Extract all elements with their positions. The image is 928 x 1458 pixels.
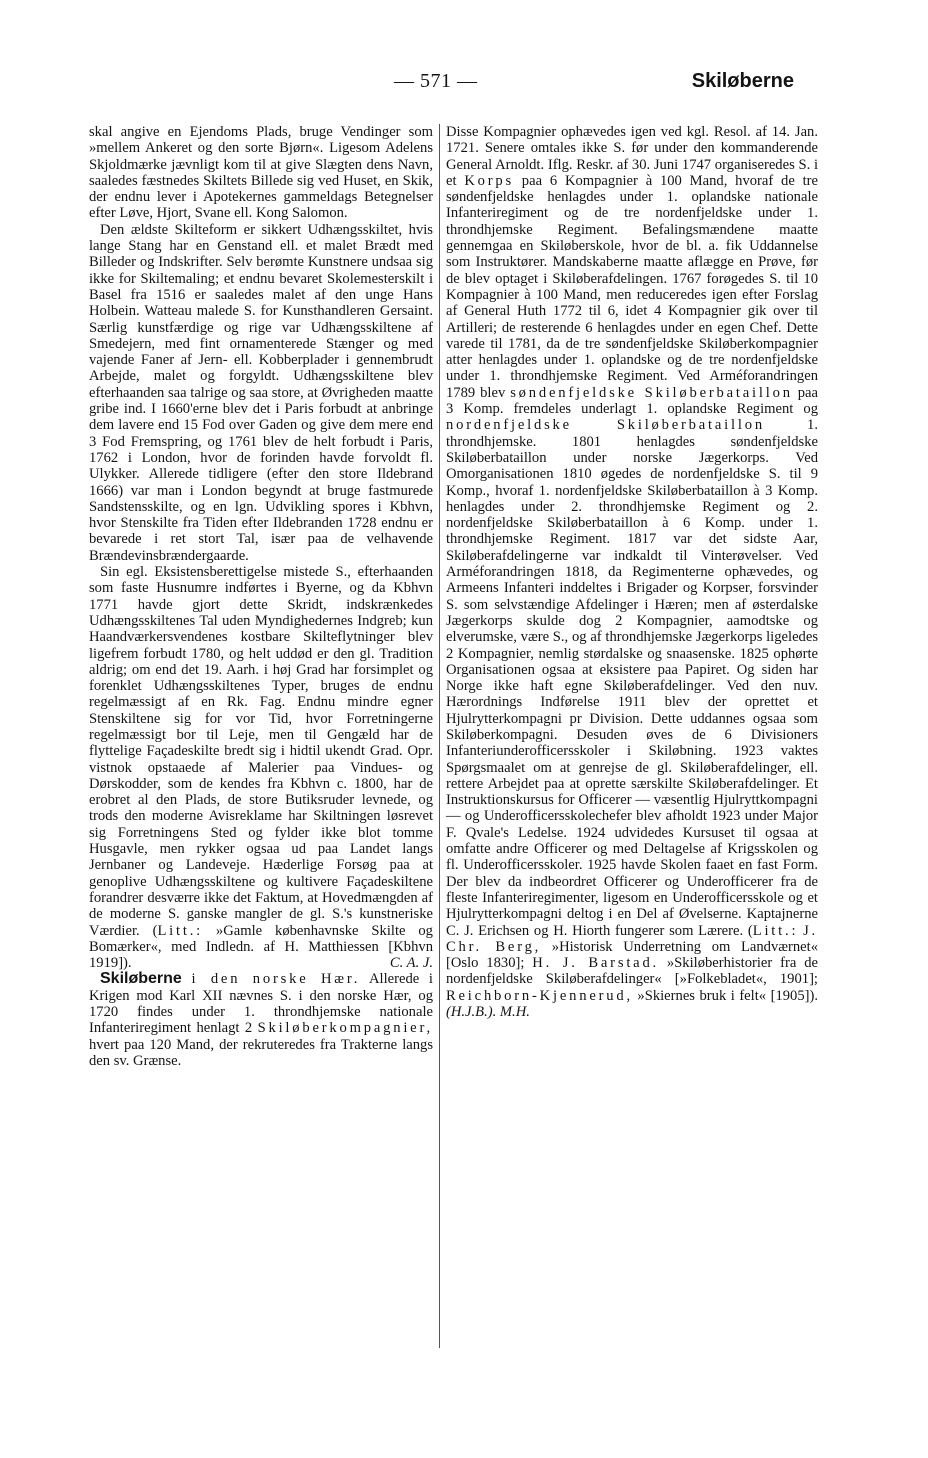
paragraph-text: »Skiernes bruk i felt« [1905]). (632, 987, 818, 1004)
spaced-term: nordenfjeldske Skiløberbataillon (446, 417, 765, 434)
paragraph-text: hvert paa 120 Mand, der rekruteredes fra Trakterne langs den sv. Grænse. (89, 1036, 433, 1069)
reference-author: J. Chr. Berg, (446, 922, 818, 955)
reference-author: Reichborn-Kjennerud, (446, 987, 633, 1004)
author-signature: (H.J.B.). M.H. (446, 1004, 530, 1021)
page-number: — 571 — (394, 70, 478, 92)
paragraph-text: paa 6 Kompagnier à 100 Mand, hvoraf de tre søndenfjeldske henlagdes under 1. oplandske nationale Infanteriregiment og de tre nordenfjeldske under 1. throndhjemske Regiment. Befalingsmændene maatte gennemgaa en Skiløberskole, hvor de bl. a. fik Uddannelse som Instruktører. Mandskaberne maatte aflægge en Prøve, før de blev optaget i Skiløberafdelingen. 1767 forøgedes S. til 10 Kompagnier à 100 Mand, men reduceredes igen efter Forslag af General Huth 1772 til 6, idet 4 Kompagnier gik over til Artilleri; de resterende 6 henlagdes under en egen Chef. Dette varede til 1781, da de tre søndenfjeldske Skiløberkompagnier atter henlagdes under 1. oplandske og de tre nordenfjeldske under 1. throndhjemske Regiment. Ved Arméforandringen 1789 blev (446, 172, 818, 401)
entry-headword: Skiløberne (100, 970, 182, 988)
paragraph-text: Allerede i Krigen mod Karl XII nævnes S. i den norske Hær, og 1720 findes under 1. throndhjemske nationale Infanteriregiment henlagt 2 (89, 971, 433, 1037)
spaced-term: Korps (464, 172, 515, 189)
literature-label: Litt.: (752, 922, 799, 939)
paragraph: Den ældste Skilteform er sikkert Udhængsskiltet, hvis lange Stang har en Genstand ell. et malet Brædt med Billeder og Indskrifter. Selv berømte Kunstnere undsaa sig ikke for Skiltemaling; et endnu bevaret Skolemesterskilt i Basel fra 1516 er saaledes malet af den unge Hans Holbein. Watteau malede S. for Kunsthandleren Gersaint. Særlig kunstfærdige og rige var Udhængsskiltene af Smedejern, med fint ornamenterede Stænger og med vajende Faner af Jern- ell. Kobberplader i gennembrudt Arbejde, malet og forgyldt. Udhængsskiltene blev efterhaanden saa talrige og saa store, at Øvrigheden maatte gribe ind. I 1660'erne blev det i Paris forbudt at anbringe dem lavere end 15 Fod over Gaden og give dem mere end 3 Fod Fremspring, og 1761 blev de helt forbudt i Paris, 1762 i London, hvor de forinden havde forvoldt fl. Ulykker. Allerede tidligere (efter den store Ildebrand 1666) var man i London begyndt at bruge fastmurede Sandstensskilte, og en lgn. Udvikling spores i Kbhvn, hvor Stenskilte fra Tiden efter Ildebranden 1728 endnu er bevarede i ret stort Tal, især paa de velhavende Brændevinsbrændergaarde. (89, 221, 434, 564)
paragraph (446, 124, 818, 1020)
entry-subtitle: i den norske Hær. (191, 971, 361, 988)
paragraph-text: 1. throndhjemske. 1801 henlagdes søndenfjeldske Skiløberbataillon under norske Jægerkorps. Ved Omorganisationen 1810 øgedes de nordenfjeldske S. til 9 Komp., hvoraf 1. nordenfjeldske Skiløberbataillon à 3 Komp. henlagdes under 2. throndhjemske Regiment og 2. nordenfjeldske Skiløberbataillon à 6 Komp. under 1. throndhjemske Regiment. 1817 var det sidste Aar, Skiløberafdelingerne var indkaldt til Vinterøvelser. Ved Arméforandringen 1818, da Regimenterne ophævedes, og Armeens Infanteri inddeltes i Brigader og Korpser, forsvinder S. som selvstændige Afdelinger i Hæren; men af østerdalske Jægerkorps skulde dog 2 Kompagnier, aamodtske og elverumske, være S., og af throndhjemske Jægerkorps ligeledes 2 Kompagnier, nemlig størdalske og snaasenske. 1825 ophørte Organisationen ogsaa at eksistere paa Papiret. Og siden har Norge ikke haft egne Skiløberafdelinger. Ved den nuv. Hærordnings Indførelse 1911 blev der oprettet et Hjulrytterkompagni pr Division. Dette uddannes ogsaa som Skiløberkompagni. Desuden øves de 6 Divisioners Infanteriunderofficersskoler i Skiløbning. 1923 vaktes Spørgsmaalet om at genrejse de gl. Skiløberafdelinger, ell. rettere Arbejdet paa at oprette særskilte Skiløberafdelinger. Et Instruktionskursus for Officerer — væsentlig Hjulryttkompagni — og Underofficersskolechefer blev afholdt 1923 under Major F. Qvale's Ledelse. 1924 udvidedes Kursuset til ogsaa at omfatte andre Officerer og med Deltagelse af Krigsskolen og fl. Underofficersskoler. 1925 havde Skolen faaet en fast Form. Der blev da indbeordret Officerer og Underofficerer fra de fleste Infanteriregimenter, ligesom en Underofficersskole og et Hjulrytterkompagni deltog i en Del af Øvelserne. Kaptajnerne C. J. Erichsen og H. Hiorth fungerer som Lærere. ( (446, 417, 818, 939)
paragraph-text: Disse Kompagnier ophævedes igen ved kgl. Resol. af 14. Jan. 1721. Senere omtales ikke S. før under den kommanderende General Arnoldt. Iflg. Reskr. af 30. Juni 1747 organiseredes S. i et (446, 124, 818, 189)
literature-label: Litt.: (157, 922, 204, 939)
page-header (0, 64, 928, 104)
paragraph: skal angive en Ejendoms Plads, bruge Vendinger som »mellem Ankeret og den sorte Bjørn«. Ligesom Adelens Skjoldmærke jævnligt kom til at give Slægten dens Navn, saaledes fæstnedes Skiltets Billede sig ved Huset, en Skik, der endnu lever i Apotekernes gammeldags Betegnelser efter Løve, Hjort, Svane ell. Kong Salomon. (89, 124, 433, 222)
column-divider (439, 124, 440, 1348)
paragraph-text: paa 3 Komp. fremdeles underlagt 1. oplandske Regiment og (446, 384, 819, 418)
entry-skiloberne (89, 971, 433, 1069)
paragraph-text: Sin egl. Eksistensberettigelse mistede S., efterhaanden som faste Husnumre indførtes i Byerne, og da Kbhvn 1771 havde gjort dette Skridt, indskrænkedes Udhængsskiltenes Tal uden Myndighedernes Indgreb; kun Haandværkersvendenes kostbare Skilteflytninger blev ligefrem forbudt 1780, og helt uddød er den gl. Tradition aldrig; om end det 19. Aarh. i høj Grad har forsimplet og forenklet Udhængsskiltenes Typer, bruges de endnu regelmæssigt af en Rk. Fag. Endnu mindre egner Stenskiltene sig for vor Tid, hvor Forretningerne regelmæssigt bor til Leje, men til Gengæld har de flyttelige Façadeskilte bredt sig i hidtil ukendt Grad. Opr. vistnok opstaaede af Malerier paa Vindues- og Dørskodder, som de kendes fra Kbhvn c. 1800, har de erobret al den Plads, de store Butiksruder levnede, og trods den moderne Avisreklame har Skiltningen løsrevet sig Forretningens Sted og fylder ikke blot tomme Husgavle, men rykker ogsaa ud paa Landet langs Jernbaner og Landeveje. Hæderlige Forsøg paa at genoplive Udhængsskiltene og kultivere Façadeskiltene forandrer desværre ikke det Faktum, at Hovedmængden af de moderne S. ganske mangler de gl. S.'s kunstneriske Værdier. ( (89, 564, 433, 939)
paragraph-text: »Skiløberhistorier fra de nordenfjeldske Skiløberafdelinger« [»Folkebladet«, 1901]; (446, 955, 818, 988)
paragraph-text: »Historisk Underretning om Landværnet« [Oslo 1830]; (446, 938, 818, 972)
paragraph (89, 564, 433, 971)
left-column (89, 124, 433, 1069)
spaced-term: søndenfjeldske Skiløberbataillon (510, 384, 793, 401)
paragraph-text: »Gamle københavnske Skilte og Bomærker«, med Indledn. af H. Matthiessen [Kbhvn 1919]). (89, 922, 433, 972)
right-column (446, 124, 818, 1020)
running-head: Skiløberne (691, 70, 794, 92)
spaced-term: Skiløberkompagnier, (257, 1020, 433, 1037)
author-signature: C. A. J. (389, 955, 433, 972)
reference-author: H. J. Barstad. (532, 955, 659, 972)
